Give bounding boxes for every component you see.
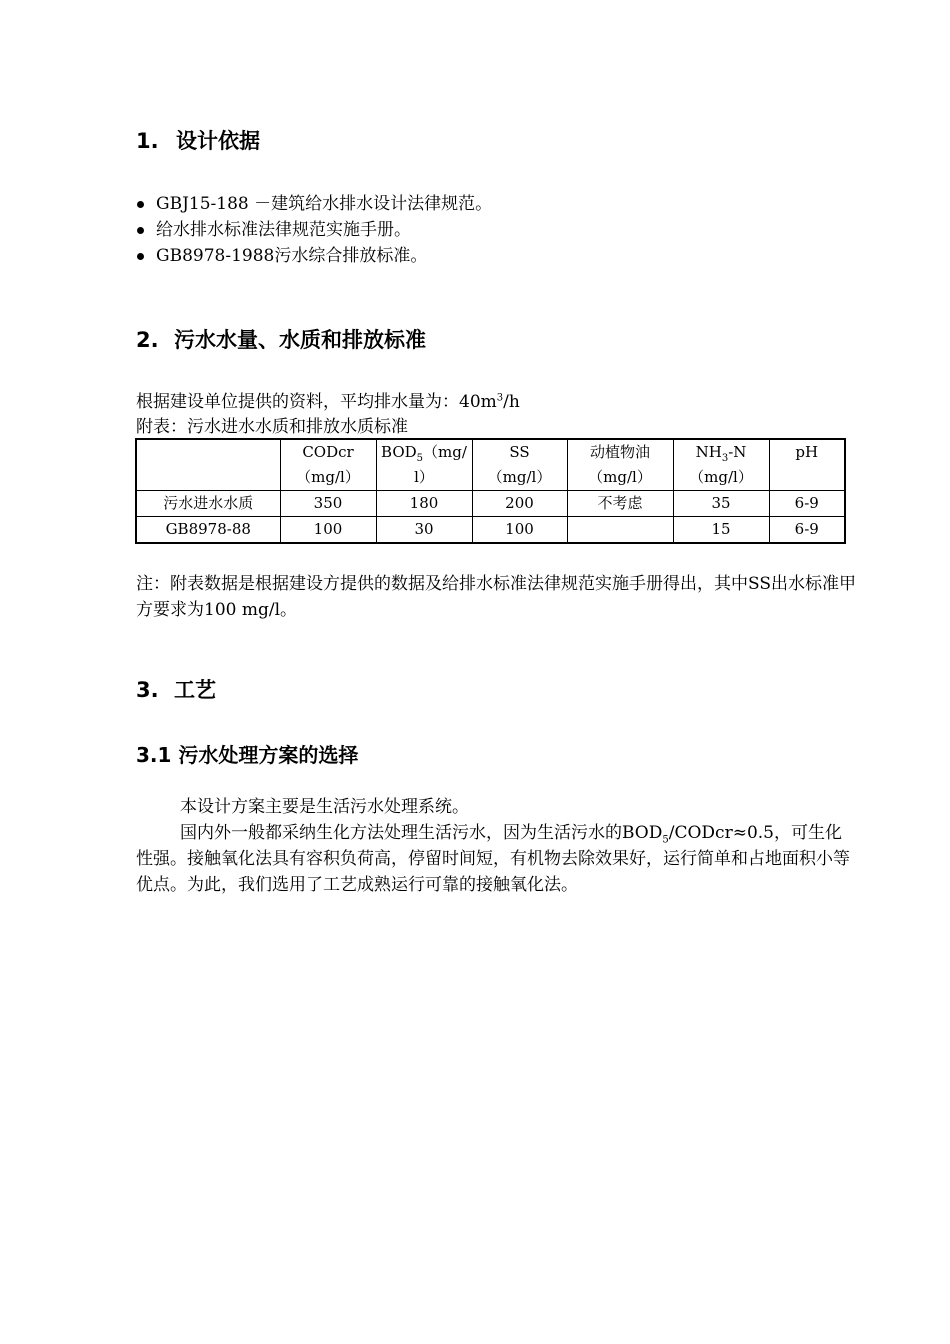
table-caption: 附表：污水进水水质和排放水质标准: [136, 417, 408, 437]
table-cell: 200: [472, 491, 567, 517]
table-cell: 15: [673, 517, 769, 544]
table-cell: 100: [472, 517, 567, 544]
design-basis-list: [136, 191, 492, 269]
table-cell: 6-9: [769, 517, 845, 544]
header-cell-ss: SS （mg/l）: [472, 439, 567, 491]
header-cell-empty: [136, 439, 280, 491]
flow-rate-line: [136, 389, 520, 415]
header-cell-oil: 动植物油 （mg/l）: [567, 439, 673, 491]
table-cell: 180: [376, 491, 472, 517]
list-item: GBJ15-188 －建筑给水排水设计法律规范。: [136, 191, 492, 217]
flow-intro: 根据建设单位提供的资料，平均排水量为：40m: [136, 392, 497, 412]
flow-unit: /h: [503, 392, 520, 412]
section-number: 1.: [136, 129, 159, 153]
table-cell: 35: [673, 491, 769, 517]
section-title: 污水水量、水质和排放标准: [174, 328, 426, 352]
table-cell: [567, 517, 673, 544]
section-3-1-heading: 3.1 污水处理方案的选择: [136, 743, 359, 767]
flow-unit-exponent: 3: [496, 392, 504, 404]
header-cell-ph: pH: [769, 439, 845, 491]
table-row: [136, 517, 845, 544]
section-number: 3.: [136, 678, 159, 702]
table-cell: 30: [376, 517, 472, 544]
table-cell: 6-9: [769, 491, 845, 517]
list-item: 给水排水标准法律规范实施手册。: [136, 217, 492, 243]
table-note: 注：附表数据是根据建设方提供的数据及给排水标准法律规范实施手册得出，其中SS出水标准甲方要求为100 mg/l。: [136, 574, 856, 620]
list-item: GB8978-1988污水综合排放标准。: [136, 243, 492, 269]
table-row: [136, 491, 845, 517]
header-cell-bod5: $BOD_5(mg/$ l）: [376, 439, 472, 491]
header-cell-codcr: CODcr （mg/l）: [280, 439, 376, 491]
section-1-heading: [136, 128, 260, 154]
section-title: 设计依据: [176, 129, 260, 153]
table-cell: 350: [280, 491, 376, 517]
section-title: 工艺: [174, 678, 216, 702]
section-2-heading: [136, 327, 426, 353]
table-cell: 不考虑: [567, 491, 673, 517]
header-cell-nh3n: $NH_3-N$ （mg/l）: [673, 439, 769, 491]
process-paragraph-1: 本设计方案主要是生活污水处理系统。: [180, 797, 469, 817]
section-3-heading: [136, 677, 216, 703]
table-cell: 污水进水水质: [136, 491, 280, 517]
process-paragraph-2: 国内外一般都采纳生化方法处理生活污水，因为生活污水的$BOD_5/CODcr\approx 0.5$，可生化性强。接触氧化法具有容积负荷高，停留时间短，有机物去除效果好，运行简单和占地面积小等优点。为此，我们选用了工艺成熟运行可靠的接触氧化法。: [136, 823, 850, 895]
section-number: 2.: [136, 328, 159, 352]
water-quality-table: [135, 438, 846, 544]
table-header-row: [136, 439, 845, 491]
table-cell: GB8978-88: [136, 517, 280, 544]
table-cell: 100: [280, 517, 376, 544]
